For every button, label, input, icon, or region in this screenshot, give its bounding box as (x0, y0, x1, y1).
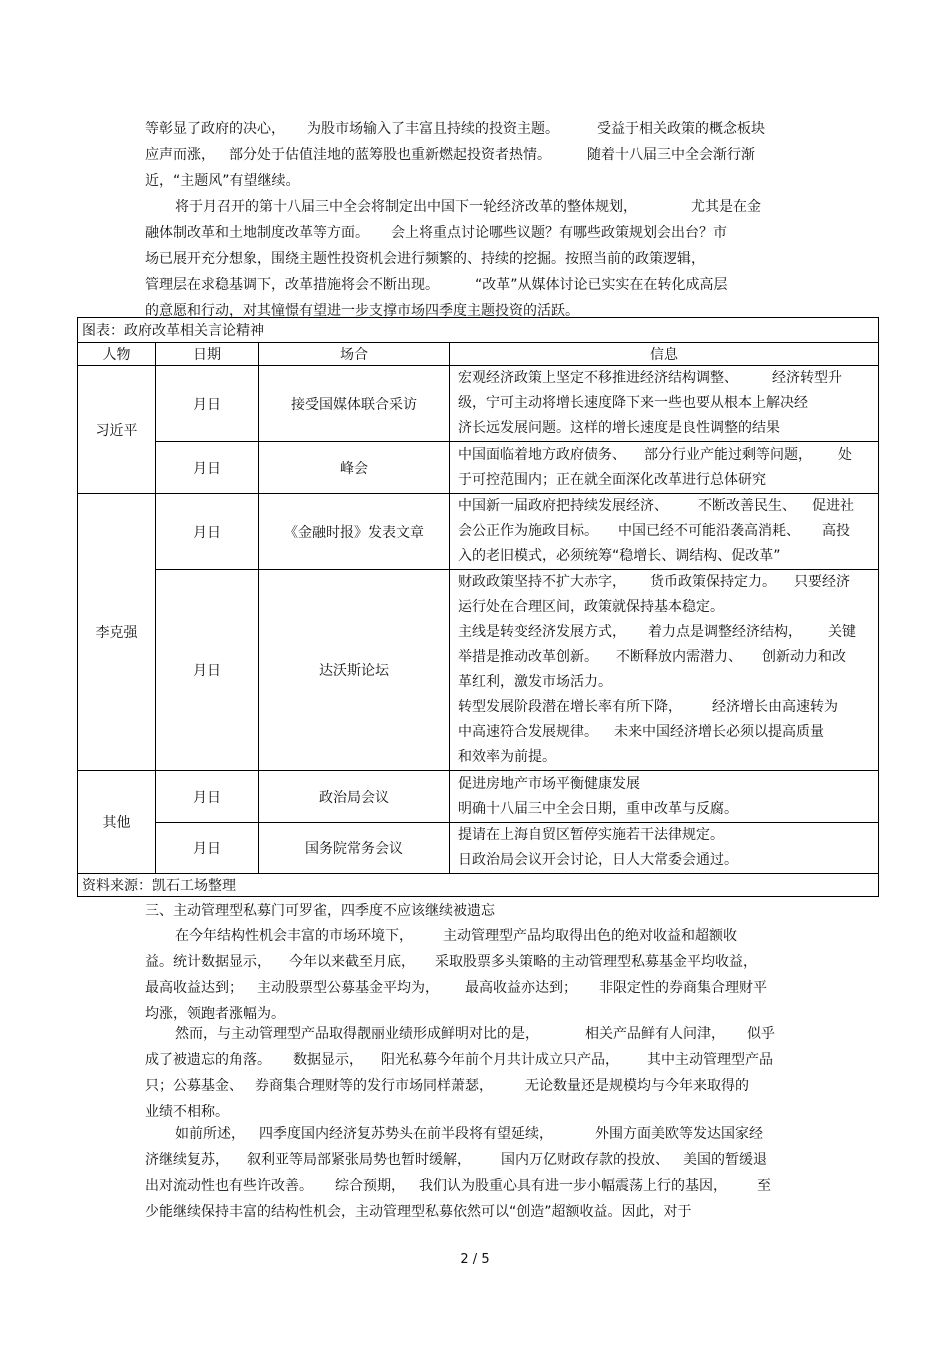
table-caption-row (78, 318, 879, 343)
section-heading: 三、主动管理型私募门可罗雀，四季度不应该继续被遗忘 (145, 903, 495, 919)
table-header-row (78, 343, 879, 366)
info-cell: 提请在上海自贸区暂停实施若干法律规定。 日政治局会议开会讨论，日人大常委会通过。 (450, 823, 879, 874)
table-source-row (78, 874, 879, 897)
info-cell: 促进房地产市场平衡健康发展 明确十八届三中全会日期，重申改革与反腐。 (450, 771, 879, 823)
venue-cell: 国务院常务会议 (259, 823, 450, 874)
person-cell: 李克强 (78, 494, 156, 771)
table-row (78, 494, 879, 570)
column-header: 日期 (156, 343, 259, 366)
venue-cell: 达沃斯论坛 (259, 570, 450, 771)
column-header: 场合 (259, 343, 450, 366)
date-cell: 月日 (156, 771, 259, 823)
date-cell: 月日 (156, 442, 259, 494)
info-cell: 宏观经济政策上坚定不移推进经济结构调整、 经济转型升 级，宁可主动将增长速度降下来一些也要从根本上解决经 济长远发展问题。这样的增长速度是良性调整的结果 (450, 366, 879, 442)
text-line: 等彰显了政府的决心， 为股市场输入了丰富且持续的投资主题。 受益于相关政策的概念板块 (145, 121, 765, 137)
column-header: 人物 (78, 343, 156, 366)
text-line: 应声而涨， 部分处于估值洼地的蓝筹股也重新燃起投资者热情。 随着十八届三中全会渐行渐 (145, 147, 755, 163)
venue-cell: 《金融时报》发表文章 (259, 494, 450, 570)
table-row (78, 771, 879, 823)
text-line: 将于月召开的第十八届三中全会将制定出中国下一轮经济改革的整体规划， 尤其是在金 (175, 199, 761, 215)
section-3-paragraph-2: 然而，与主动管理型产品取得靓丽业绩形成鲜明对比的是， 相关产品鲜有人问津， 似乎 成了被遗忘的角落。 数据显示， 阳光私募今年前个月共计成立只产品， 其中主动管理型产品 只；公募基金、 券商集合理财等的发行市场同样萧瑟， 无论数量还是规模均与今年来取得的 业绩不相称。 (145, 1026, 775, 1120)
table-source: 资料来源：凯石工场整理 (78, 874, 879, 897)
venue-cell: 接受国媒体联合采访 (259, 366, 450, 442)
person-cell: 习近平 (78, 366, 156, 494)
column-header: 信息 (450, 343, 879, 366)
text-line: 管理层在求稳基调下，改革措施将会不断出现。 “改革”从媒体讨论已实实在在转化成高层 (145, 277, 728, 293)
intro-paragraph (145, 116, 825, 194)
table-row (78, 570, 879, 771)
section-3-paragraph-3: 如前所述， 四季度国内经济复苏势头在前半段将有望延续， 外围方面美欧等发达国家经 济继续复苏， 叙利亚等局部紧张局势也暂时缓解， 国内万亿财政存款的投放、 美国的暂缓退 出对流动性也有些许改善。 综合预期， 我们认为股重心具有进一步小幅震荡上行的基因， 至 少能继续保持丰富的结构性机会，主动管理型私募依然可以“创造”超额收益。因此，对于 (145, 1126, 771, 1220)
text-line: 融体制改革和土地制度改革等方面。 会上将重点讨论哪些议题？有哪些政策规划会出台？市 (145, 225, 727, 241)
date-cell: 月日 (156, 494, 259, 570)
text-line: 的意愿和行动，对其憧憬有望进一步支撑市场四季度主题投资的活跃。 (145, 303, 579, 319)
table-row (78, 366, 879, 442)
date-cell: 月日 (156, 570, 259, 771)
text-line: 近，“主题风”有望继续。 (145, 173, 300, 189)
policy-statements-table (77, 317, 879, 897)
date-cell: 月日 (156, 366, 259, 442)
section-3-paragraph-1: 在今年结构性机会丰富的市场环境下， 主动管理型产品均取得出色的绝对收益和超额收 益。统计数据显示， 今年以来截至月底， 采取股票多头策略的主动管理型私募基金平均收益， 最高收益达到； 主动股票型公募基金平均为， 最高收益亦达到； 非限定性的券商集合理财平 均涨，领跑者涨幅为。 (145, 928, 767, 1022)
info-cell: 中国新一届政府把持续发展经济、 不断改善民生、 促进社 会公正作为施政目标。 中国已经不可能沿袭高消耗、 高投 入的老旧模式，必须统筹“稳增长、调结构、促改革” (450, 494, 879, 570)
paragraph-reform-outlook (145, 194, 825, 324)
text-line: 场已展开充分想象，围绕主题性投资机会进行频繁的、持续的挖掘。按照当前的政策逻辑， (145, 251, 705, 267)
info-cell: 财政政策坚持不扩大赤字， 货币政策保持定力。 只要经济 运行处在合理区间，政策就保持基本稳定。 主线是转变经济发展方式， 着力点是调整经济结构， 关键 举措是推动改革创新。 不断释放内需潜力、 创新动力和改 革红利，激发市场活力。 转型发展阶段潜在增长率有所下降， 经济增长由高速转为 中高速符合发展规律。 未来中国经济增长必须以提高质量 和效率为前提。 (450, 570, 879, 771)
table-caption: 图表：政府改革相关言论精神 (78, 318, 879, 343)
person-cell: 其他 (78, 771, 156, 874)
section-3 (145, 898, 825, 924)
venue-cell: 政治局会议 (259, 771, 450, 823)
page-number: 2 / 5 (460, 1252, 490, 1267)
venue-cell: 峰会 (259, 442, 450, 494)
info-cell: 中国面临着地方政府债务、 部分行业产能过剩等问题， 处 于可控范围内；正在就全面深化改革进行总体研究 (450, 442, 879, 494)
table-row (78, 823, 879, 874)
table-row (78, 442, 879, 494)
date-cell: 月日 (156, 823, 259, 874)
